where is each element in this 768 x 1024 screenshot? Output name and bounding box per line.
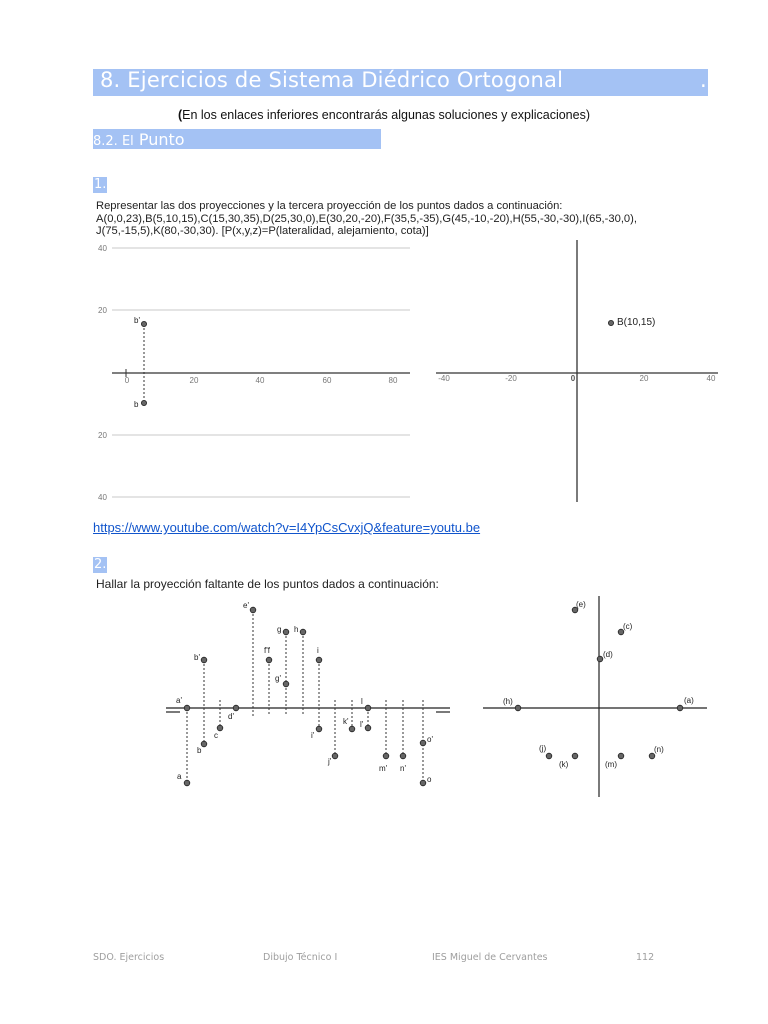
point-o bbox=[420, 780, 426, 786]
point-i-prime bbox=[316, 726, 322, 732]
point-b bbox=[201, 741, 207, 747]
point-d-prime bbox=[233, 705, 239, 711]
point-k-prime bbox=[349, 726, 355, 732]
point-l-prime bbox=[365, 725, 371, 731]
point-g-prime bbox=[283, 681, 289, 687]
point-b-prime bbox=[201, 657, 207, 663]
svg-text:f'f: f'f bbox=[264, 646, 270, 655]
svg-text:(j): (j) bbox=[539, 744, 547, 753]
svg-text:k': k' bbox=[343, 717, 349, 726]
left-labels bbox=[176, 601, 433, 784]
left-x-label: 40 bbox=[255, 376, 265, 385]
svg-text:(m): (m) bbox=[605, 760, 617, 769]
point-a-prime bbox=[184, 705, 190, 711]
right-x-label: -40 bbox=[438, 374, 450, 383]
point-f bbox=[266, 657, 272, 663]
left-y-label: 20 bbox=[98, 306, 107, 315]
exercise-1-number: 1. bbox=[94, 177, 107, 192]
right-x-label: 0 bbox=[570, 374, 576, 383]
point-b-prime-label: b' bbox=[134, 316, 140, 325]
point-n-prime bbox=[400, 753, 406, 759]
point-m-profile bbox=[618, 753, 624, 759]
svg-text:(n): (n) bbox=[654, 745, 664, 754]
point-g bbox=[283, 629, 289, 635]
svg-text:c: c bbox=[214, 731, 218, 740]
svg-text:l': l' bbox=[360, 720, 364, 729]
section-prefix: 8.2. El bbox=[93, 134, 134, 149]
footer-right: IES Miguel de Cervantes bbox=[432, 952, 548, 963]
left-y-label: 20 bbox=[98, 431, 107, 440]
point-o-prime bbox=[420, 740, 426, 746]
right-x-label: 40 bbox=[706, 374, 716, 383]
svg-text:o: o bbox=[427, 775, 432, 784]
svg-text:(c): (c) bbox=[623, 622, 633, 631]
svg-text:h: h bbox=[294, 625, 299, 634]
svg-text:a: a bbox=[177, 772, 182, 781]
solution-video-link[interactable]: https://www.youtube.com/watch?v=I4YpCsCvxjQ&feature=youtu.be bbox=[93, 520, 481, 535]
point-a bbox=[184, 780, 190, 786]
note-paren: ( bbox=[177, 108, 183, 122]
point-d-profile bbox=[597, 656, 603, 662]
left-x-label: 60 bbox=[322, 376, 332, 385]
left-points bbox=[184, 607, 426, 786]
svg-text:(d): (d) bbox=[603, 650, 613, 659]
page-number: 112 bbox=[636, 952, 655, 963]
footer-center: Dibujo Técnico I bbox=[263, 952, 338, 963]
point-b-label: b bbox=[134, 400, 139, 409]
left-x-label: 0 bbox=[124, 376, 130, 385]
right-x-label: 20 bbox=[639, 374, 649, 383]
svg-text:a': a' bbox=[176, 696, 182, 705]
svg-text:d': d' bbox=[228, 712, 234, 721]
svg-text:i: i bbox=[317, 646, 319, 655]
exercise-2-statement: Hallar la proyección faltante de los puntos dados a continuación: bbox=[96, 577, 439, 591]
left-y-label: 40 bbox=[98, 244, 107, 253]
svg-text:b: b bbox=[197, 746, 202, 755]
left-x-label: 20 bbox=[189, 376, 199, 385]
svg-text:n': n' bbox=[400, 764, 406, 773]
svg-text:j': j' bbox=[328, 757, 332, 766]
svg-text:(k): (k) bbox=[559, 760, 569, 769]
exercise-2-number: 2. bbox=[94, 557, 107, 572]
svg-text:m': m' bbox=[379, 764, 388, 773]
svg-text:g': g' bbox=[275, 674, 281, 683]
note-text: En los enlaces inferiores encontrarás algunas soluciones y explicaciones) bbox=[182, 108, 591, 122]
point-B-label: B(10,15) bbox=[617, 317, 656, 328]
footer-left: SDO. Ejercicios bbox=[93, 952, 165, 963]
point-a-profile bbox=[677, 705, 683, 711]
point-h bbox=[300, 629, 306, 635]
point-e-prime bbox=[250, 607, 256, 613]
svg-text:(e): (e) bbox=[576, 600, 586, 609]
point-n-profile bbox=[649, 753, 655, 759]
page-title: 8. Ejercicios de Sistema Diédrico Ortogonal bbox=[100, 68, 564, 92]
point-i bbox=[316, 657, 322, 663]
section-title: Punto bbox=[138, 130, 185, 149]
title-trailing: . bbox=[700, 68, 707, 92]
point-k-profile bbox=[572, 753, 578, 759]
exercise-1-line-1: Representar las dos proyecciones y la tercera proyección de los puntos dados a continuación: bbox=[96, 200, 563, 212]
point-l bbox=[365, 705, 371, 711]
point-j-profile bbox=[546, 753, 552, 759]
svg-text:l: l bbox=[361, 697, 363, 706]
point-j-prime bbox=[332, 753, 338, 759]
exercise-1-line-3: J(75,-15,5),K(80,-30,30). [P(x,y,z)=P(lateralidad, alejamiento, cota)] bbox=[96, 225, 429, 238]
svg-text:e': e' bbox=[243, 601, 249, 610]
point-c bbox=[217, 725, 223, 731]
svg-text:i': i' bbox=[311, 731, 315, 740]
exercise-1-line-2: A(0,0,23),B(5,10,15),C(15,30,35),D(25,30,0),E(30,20,-20),F(35,5,-35),G(45,-10,-20),H(55,-30,-30),I(65,-30,0), bbox=[96, 212, 637, 225]
left-y-label: 40 bbox=[98, 493, 107, 502]
right-x-label: -20 bbox=[505, 374, 517, 383]
left-x-label: 80 bbox=[388, 376, 398, 385]
svg-text:b': b' bbox=[194, 653, 200, 662]
point-m-prime bbox=[383, 753, 389, 759]
point-h-profile bbox=[515, 705, 521, 711]
svg-text:g: g bbox=[277, 625, 282, 634]
svg-text:o': o' bbox=[427, 735, 433, 744]
svg-text:(a): (a) bbox=[684, 696, 694, 705]
svg-text:(h): (h) bbox=[503, 697, 513, 706]
